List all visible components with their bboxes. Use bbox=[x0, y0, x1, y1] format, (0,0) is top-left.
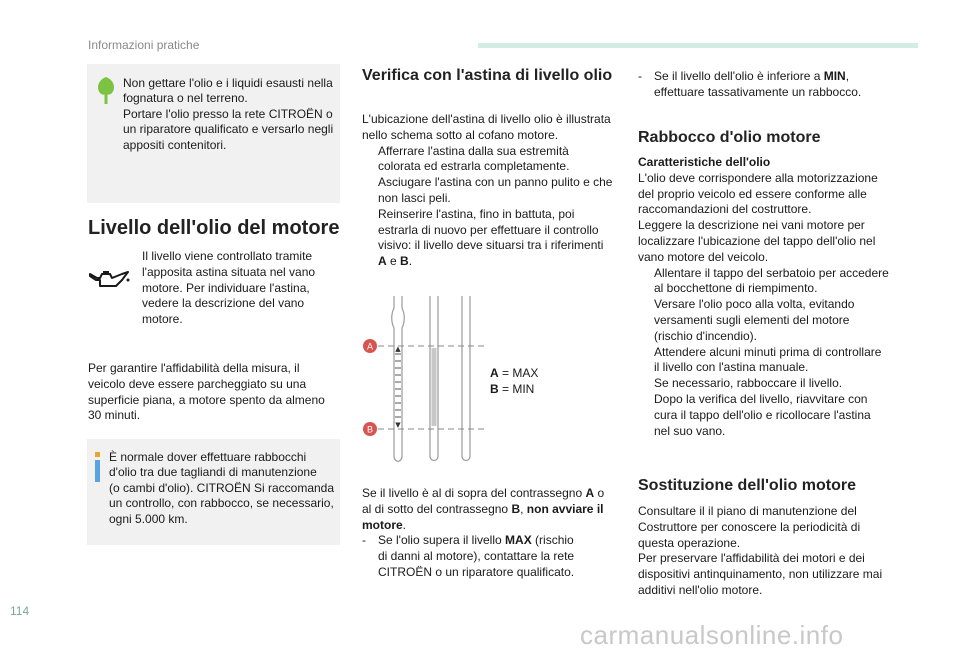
env-line-1: Non gettare l'olio e i liquidi esausti nella bbox=[123, 76, 333, 90]
dipstick-section-title: Verifica con l'astina di livello olio bbox=[362, 67, 613, 84]
env-line-3: Portare l'olio presso la rete CITROËN o bbox=[123, 106, 333, 121]
level-intro-2: l'apposita astina situata nel vano bbox=[142, 264, 316, 279]
step-1-line-1: Afferrare l'astina dalla sua estremità bbox=[378, 143, 569, 158]
topup-step-4: Se necessario, rabboccare il livello. bbox=[654, 376, 843, 391]
label-b: B bbox=[366, 424, 374, 435]
environment-note bbox=[87, 64, 340, 203]
dipstick-step-2 bbox=[362, 175, 622, 207]
level-intro-3: motore. Per individuare l'astina, bbox=[142, 280, 310, 295]
svg-text:▼: ▼ bbox=[395, 421, 401, 429]
svg-text:▲: ▲ bbox=[395, 345, 401, 353]
step-3-line-1: Reinserire l'astina, fino in battuta, poi bbox=[378, 206, 575, 221]
dash-item-max: - Se l'olio supera il livello MAX (rischio di danni al motore), contattare la rete CITROËN o un riparatore qualificato. bbox=[362, 533, 622, 580]
dipstick-para-2: nello schema sotto al cofano motore. bbox=[362, 127, 559, 142]
topup-step-1: Allentare il tappo del serbatoio per accedere al bocchettone di riempimento. bbox=[654, 265, 889, 296]
oil-can-icon bbox=[88, 268, 130, 290]
step-3-line-2: estrarla di nuovo per effettuare il controllo bbox=[378, 222, 599, 237]
env-line-2: fognatura o nel terreno. bbox=[123, 91, 248, 106]
section-header: Informazioni pratiche bbox=[88, 38, 200, 52]
dipstick-para-1: L'ubicazione dell'astina di livello olio è illustrata bbox=[362, 112, 611, 126]
level-section-title: Livello dell'olio del motore bbox=[88, 217, 340, 239]
info-line-2: d'olio tra due tagliandi di manutenzione bbox=[109, 465, 317, 480]
features-line-1: L'olio deve corrispondere alla motorizzazione bbox=[638, 170, 878, 185]
step-1-line-2: colorata ed estrarla completamente. bbox=[378, 159, 570, 174]
legend-min: B = MIN bbox=[490, 381, 535, 396]
replace-line-2: Costruttore per conoscere la periodicità di bbox=[638, 519, 861, 534]
step-2-line-2: non lasci peli. bbox=[378, 190, 451, 205]
header-bar bbox=[478, 43, 918, 48]
info-note bbox=[87, 439, 340, 545]
level-intro-5: motore. bbox=[142, 312, 183, 327]
replace-line-5: dispositivi antinquinamento, non utilizzare mai bbox=[638, 567, 883, 582]
page-number: 114 bbox=[10, 604, 30, 618]
features-line-2: del proprio veicolo ed essere conforme alle bbox=[638, 186, 867, 201]
replace-line-1: Consultare il il piano di manutenzione del bbox=[638, 504, 857, 518]
step-2-line-1: Asciugare l'astina con un panno pulito e che bbox=[378, 175, 613, 190]
level-para-3: superficie piana, a motore spento da almeno bbox=[88, 392, 325, 407]
dash-max-line-3: CITROËN o un riparatore qualificato. bbox=[378, 564, 575, 579]
topup-step-3: Attendere alcuni minuti prima di controllare il livello con l'astina manuale. bbox=[654, 344, 882, 375]
level-para-4: 30 minuti. bbox=[88, 408, 141, 423]
features-line-3: raccomandazioni del costruttore. bbox=[638, 202, 812, 217]
label-a: A bbox=[366, 341, 374, 352]
after-line-1: Se il livello è al di sopra del contrassegno A o bbox=[362, 486, 605, 500]
info-line-3: (o cambi d'olio). CITROËN Si raccomanda bbox=[109, 480, 335, 495]
leaf-tree-icon bbox=[95, 76, 117, 106]
topup-step-2: Versare l'olio poco alla volta, evitando versamenti sugli elementi del motore (rischio d'incendio). bbox=[654, 297, 855, 343]
dipstick-diagram bbox=[358, 296, 488, 466]
dash-item-min: - Se il livello dell'olio è inferiore a MIN, effettuare tassativamente un rabbocco. bbox=[638, 69, 928, 101]
env-line-4: un riparatore qualificato e versarlo negli bbox=[123, 122, 334, 137]
replace-title: Sostituzione dell'olio motore bbox=[638, 477, 857, 494]
features-title: Caratteristiche dell'olio bbox=[638, 155, 771, 169]
info-line-5: ogni 5.000 km. bbox=[109, 511, 188, 526]
dash-max-line-2: di danni al motore), contattare la rete bbox=[378, 549, 575, 564]
step-3-line-4: A e B. bbox=[378, 254, 413, 269]
after-line-3: motore. bbox=[362, 517, 407, 532]
features-line-4: Leggere la descrizione nei vani motore per bbox=[638, 218, 865, 233]
level-para-2: veicolo deve essere parcheggiato su una bbox=[88, 376, 307, 391]
dash-min-line-2: effettuare tassativamente un rabbocco. bbox=[654, 84, 862, 99]
replace-line-3: questa operazione. bbox=[638, 535, 741, 550]
watermark: carmanualsonline.info bbox=[580, 620, 844, 650]
features-line-6: vano motore del veicolo. bbox=[638, 249, 769, 264]
topup-step-5: Dopo la verifica del livello, riavvitare con cura il tappo dell'olio e ricollocare l'astina nel suo vano. bbox=[654, 391, 871, 438]
level-para-1: Per garantire l'affidabilità della misura, il bbox=[88, 361, 300, 375]
after-line-2: al di sotto del contrassegno B, non avviare il bbox=[362, 501, 604, 516]
level-intro-1: Il livello viene controllato tramite bbox=[142, 249, 313, 263]
dipstick-step-3 bbox=[362, 207, 622, 270]
replace-line-4: Per preservare l'affidabilità dei motori e dei bbox=[638, 551, 865, 566]
info-line-4: un controllo, con rabbocco, se necessario, bbox=[109, 496, 334, 511]
info-icon bbox=[93, 452, 103, 482]
legend-max: A = MAX bbox=[490, 366, 539, 380]
features-line-5: localizzare l'ubicazione del tappo dell'olio nel bbox=[638, 233, 876, 248]
info-line-1: È normale dover effettuare rabbocchi bbox=[109, 450, 307, 464]
top-up-title: Rabbocco d'olio motore bbox=[638, 129, 821, 146]
env-line-5: appositi contenitori. bbox=[123, 137, 227, 152]
replace-line-6: additivi nell'olio motore. bbox=[638, 582, 763, 597]
level-intro-4: vedere la descrizione del vano bbox=[142, 296, 305, 311]
step-3-line-3: visivo: il livello deve situarsi tra i riferimenti bbox=[378, 238, 604, 253]
dipstick-step-1 bbox=[362, 144, 622, 176]
